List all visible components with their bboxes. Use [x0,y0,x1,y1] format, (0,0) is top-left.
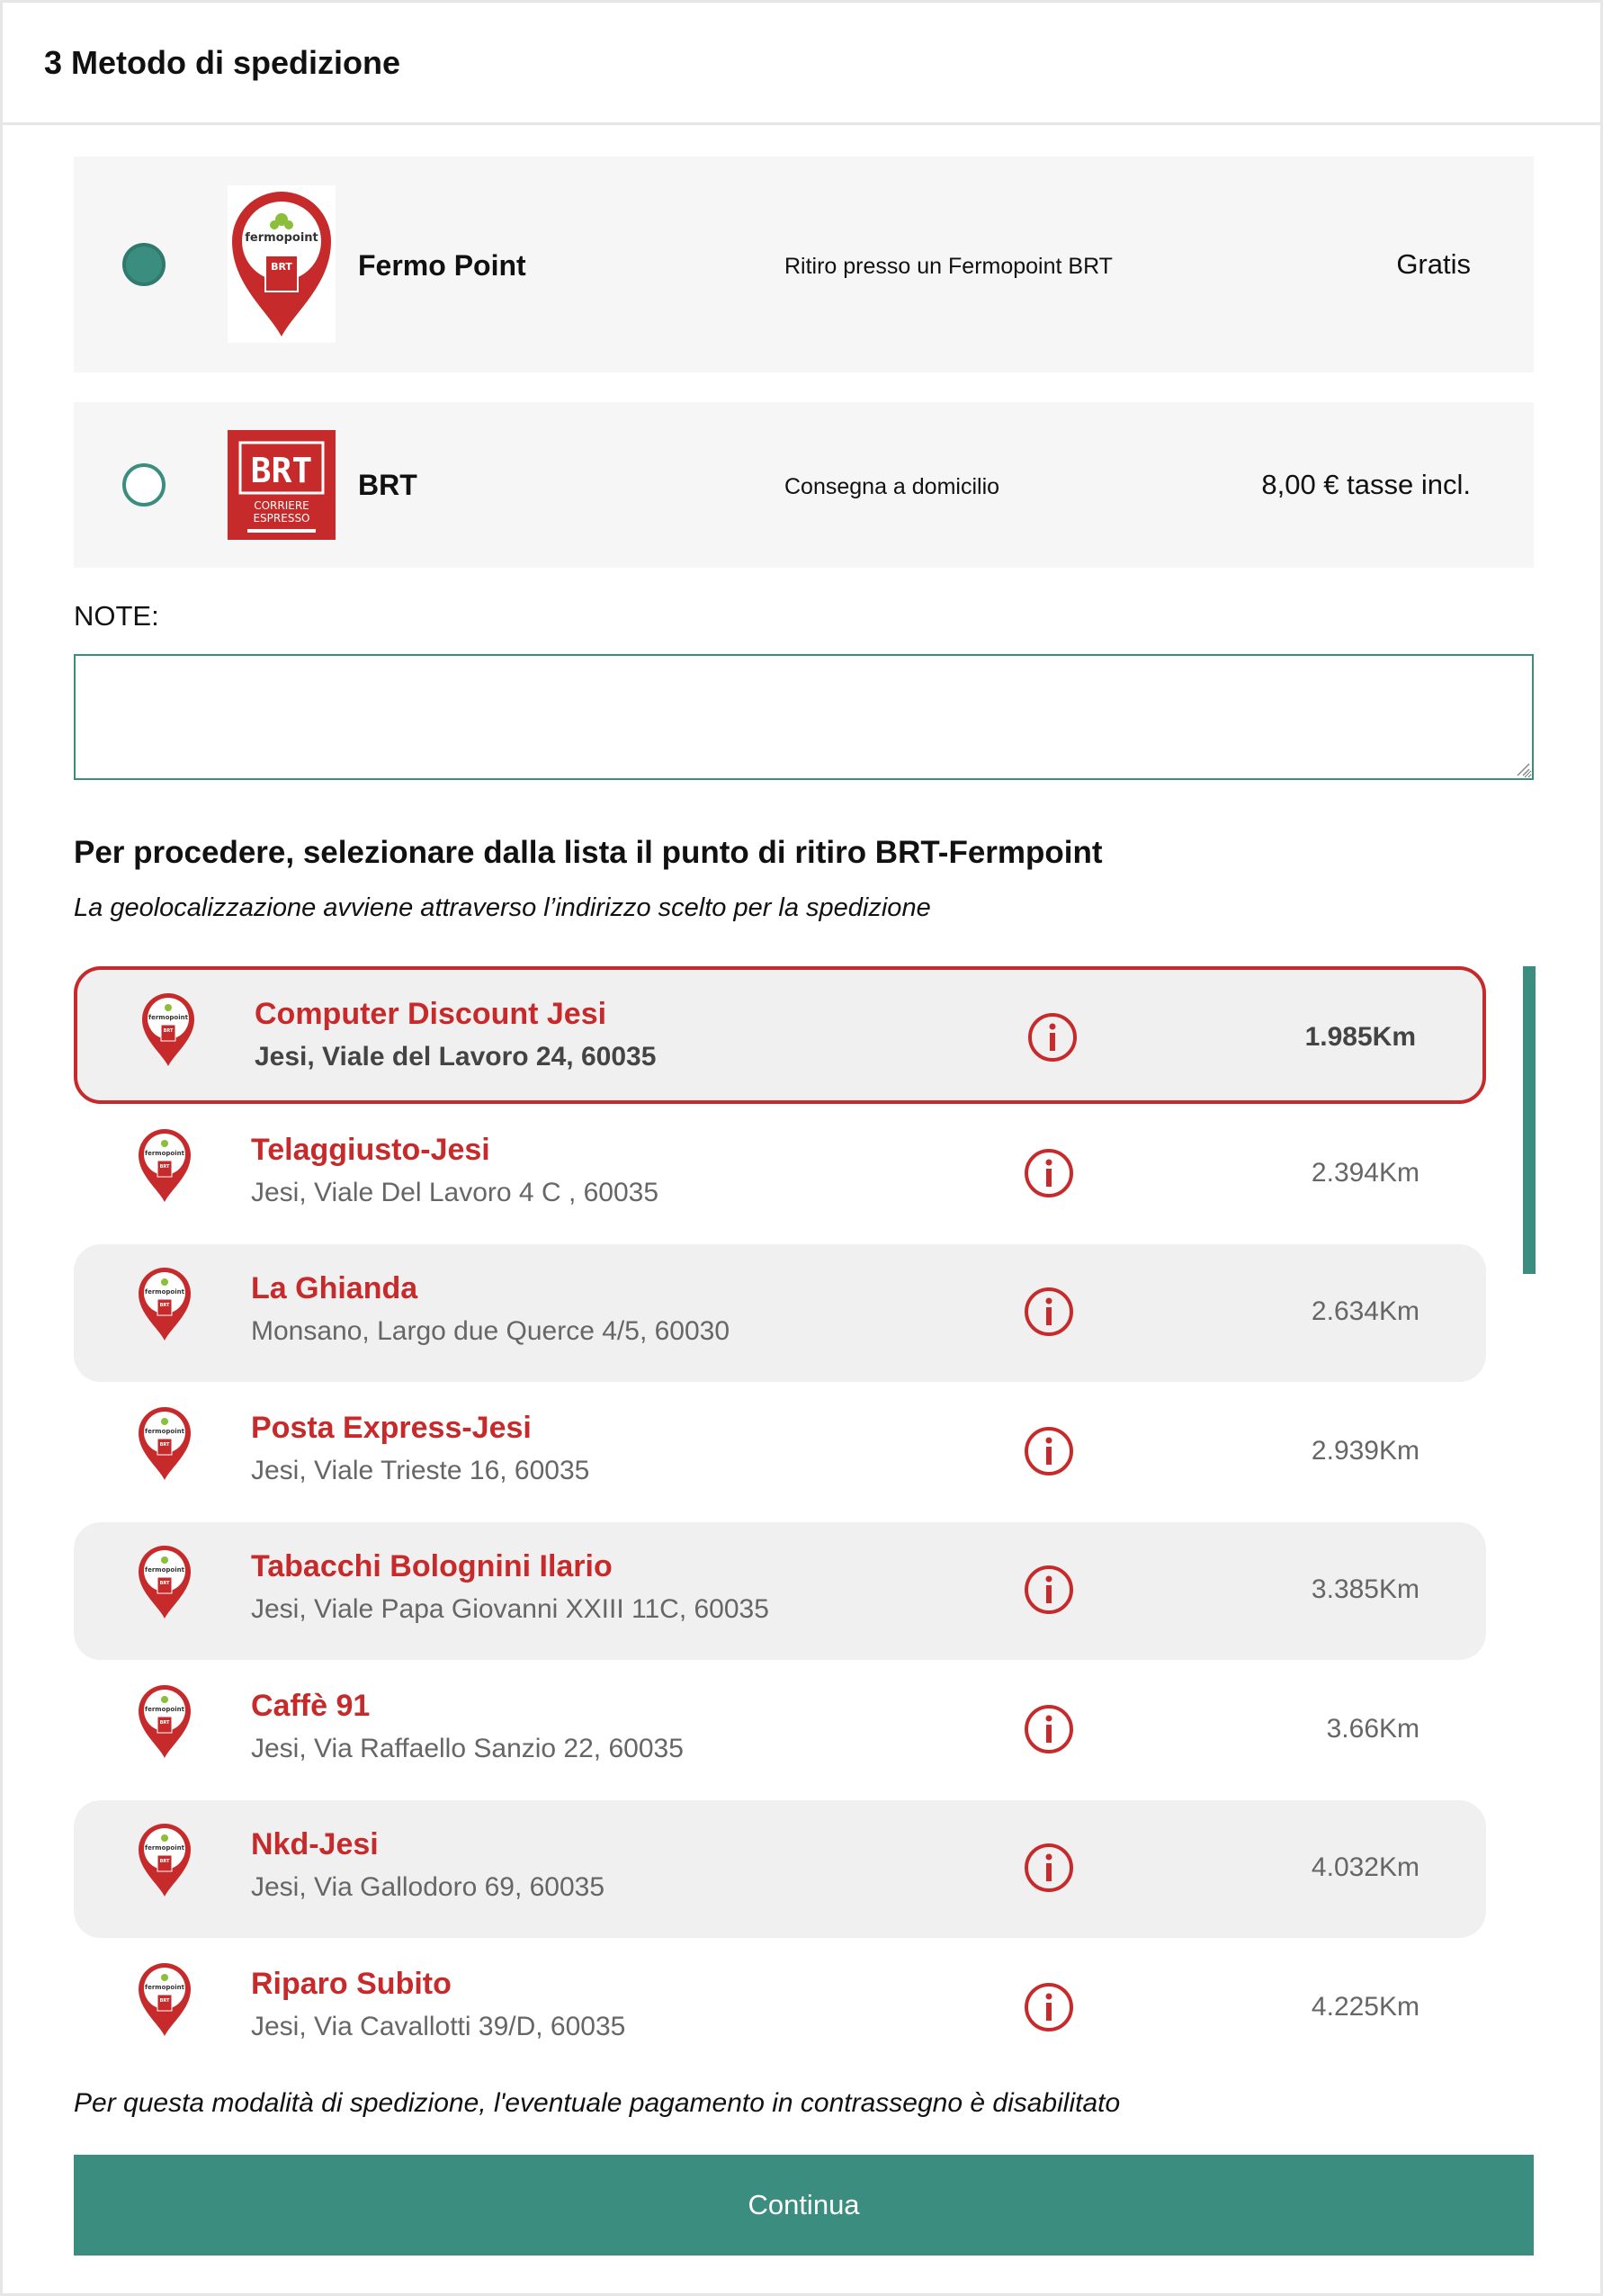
svg-text:fermopoint: fermopoint [145,1428,184,1435]
pickup-subtitle: La geolocalizzazione avviene attraverso l’indirizzo scelto per la spedizione [74,893,931,922]
pickup-point-row[interactable] [74,1384,1486,1521]
fermopoint-pin-icon [137,1267,193,1342]
info-icon[interactable] [1024,1704,1074,1754]
pickup-point-row[interactable] [74,1940,1486,2077]
pickup-point-address: Jesi, Via Raffaello Sanzio 22, 60035 [251,1734,684,1763]
svg-text:CORRIERE: CORRIERE [254,499,309,512]
pickup-point-row[interactable] [74,966,1486,1104]
option-name: Fermo Point [358,249,526,282]
note-label: NOTE: [74,600,159,632]
pickup-point-name: Computer Discount Jesi [255,997,607,1031]
fermopoint-pin-icon [140,992,196,1068]
fermopoint-pin-icon [137,1545,193,1620]
pickup-point-distance: 3.66Km [1326,1714,1419,1744]
svg-text:fermopoint: fermopoint [245,231,318,245]
pickup-point-name: Riparo Subito [251,1967,452,2001]
pickup-point-address: Jesi, Viale Papa Giovanni XXIII 11C, 60035 [251,1594,769,1624]
fermopoint-pin-icon [137,1684,193,1760]
svg-text:fermopoint: fermopoint [145,1150,184,1157]
list-scrollbar-thumb[interactable] [1523,966,1536,1274]
pickup-point-address: Jesi, Viale del Lavoro 24, 60035 [255,1042,657,1072]
pickup-point-distance: 2.939Km [1311,1436,1419,1466]
pickup-point-distance: 1.985Km [1304,1022,1416,1052]
pickup-point-address: Jesi, Via Cavallotti 39/D, 60035 [251,2012,626,2041]
option-price: Gratis [1396,248,1471,280]
pickup-point-distance: 2.634Km [1311,1296,1419,1326]
info-icon[interactable] [1024,1565,1074,1615]
pickup-point-row[interactable] [74,1106,1486,1243]
fermopoint-pin-icon [137,1823,193,1898]
note-textarea[interactable] [74,654,1534,780]
svg-text:fermopoint: fermopoint [148,1014,188,1021]
pickup-point-name: Posta Express-Jesi [251,1411,532,1445]
pickup-title: Per procedere, selezionare dalla lista il punto di ritiro BRT-Fermpoint [74,835,1103,870]
pickup-point-row[interactable] [74,1800,1486,1938]
svg-text:BRT: BRT [159,1859,170,1864]
svg-text:BRT: BRT [163,1028,174,1034]
radio-brt[interactable] [122,463,166,507]
svg-text:BRT: BRT [250,451,313,490]
shipping-option-fermopoint[interactable] [74,157,1534,372]
pickup-point-name: La Ghianda [251,1271,418,1305]
cod-disabled-note: Per questa modalità di spedizione, l'eventuale pagamento in contrassegno è disabilitato [74,2088,1121,2118]
svg-text:BRT: BRT [159,1303,170,1308]
pickup-point-address: Jesi, Via Gallodoro 69, 60035 [251,1872,605,1902]
info-icon[interactable] [1024,1426,1074,1476]
pickup-point-row[interactable] [74,1522,1486,1660]
pickup-point-address: Jesi, Viale Trieste 16, 60035 [251,1456,590,1485]
info-icon[interactable] [1024,1287,1074,1337]
fermopoint-pin-icon [137,1128,193,1204]
svg-text:fermopoint: fermopoint [145,1706,184,1713]
svg-text:fermopoint: fermopoint [145,1984,184,1991]
pickup-point-distance: 4.225Km [1311,1992,1419,2022]
svg-text:BRT: BRT [159,1164,170,1170]
info-icon[interactable] [1027,1012,1078,1063]
pickup-point-row[interactable] [74,1662,1486,1799]
svg-text:BRT: BRT [159,1998,170,2004]
pickup-point-list [74,966,1486,2046]
info-icon[interactable] [1024,1148,1074,1198]
continue-button[interactable]: Continua [74,2155,1534,2256]
pickup-point-distance: 2.394Km [1311,1158,1419,1188]
pickup-point-name: Telaggiusto-Jesi [251,1133,490,1167]
svg-text:BRT: BRT [271,261,292,273]
svg-text:fermopoint: fermopoint [145,1844,184,1852]
info-icon[interactable] [1024,1843,1074,1893]
option-description: Consegna a domicilio [784,474,1000,499]
shipping-option-brt[interactable] [74,402,1534,568]
fermopoint-pin-icon [137,1962,193,2038]
option-price: 8,00 € tasse incl. [1261,469,1471,500]
svg-text:ESPRESSO: ESPRESSO [253,512,310,525]
fermopoint-logo [228,185,336,343]
pickup-point-distance: 3.385Km [1311,1574,1419,1604]
radio-fermopoint[interactable] [122,243,166,286]
pickup-point-distance: 4.032Km [1311,1852,1419,1882]
svg-text:BRT: BRT [159,1720,170,1726]
info-icon[interactable] [1024,1982,1074,2032]
pickup-point-address: Monsano, Largo due Querce 4/5, 60030 [251,1316,730,1346]
option-name: BRT [358,469,417,501]
svg-text:fermopoint: fermopoint [145,1566,184,1574]
pickup-point-row[interactable] [74,1244,1486,1382]
section-header [3,3,1600,125]
pickup-point-name: Caffè 91 [251,1689,371,1723]
fermopoint-pin-icon [137,1406,193,1482]
section-title: 3 Metodo di spedizione [44,44,401,81]
pickup-point-address: Jesi, Viale Del Lavoro 4 C , 60035 [251,1178,659,1207]
svg-text:fermopoint: fermopoint [145,1288,184,1296]
pickup-point-name: Tabacchi Bolognini Ilario [251,1549,613,1583]
brt-logo [228,430,336,540]
svg-text:BRT: BRT [159,1442,170,1448]
option-description: Ritiro presso un Fermopoint BRT [784,254,1113,279]
pickup-point-name: Nkd-Jesi [251,1827,379,1861]
svg-text:BRT: BRT [159,1581,170,1586]
